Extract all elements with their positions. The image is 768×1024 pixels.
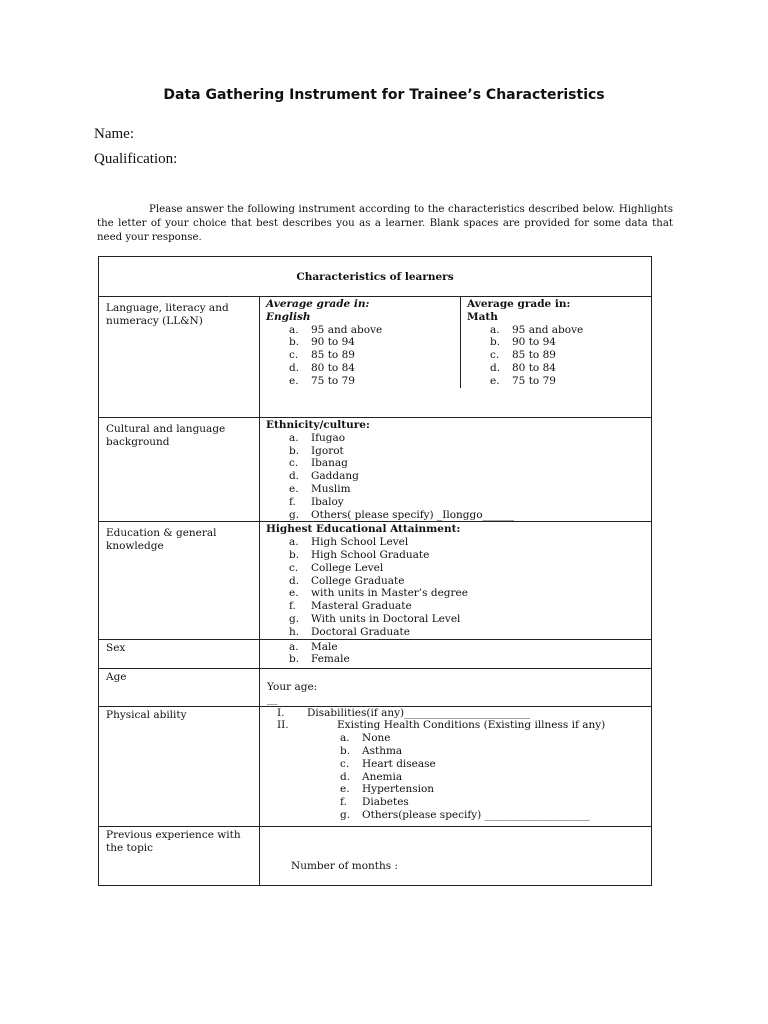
option-text: Gaddang xyxy=(311,470,359,483)
option-item[interactable] xyxy=(461,349,651,362)
option-letter: c. xyxy=(289,349,299,362)
option-item[interactable] xyxy=(340,771,651,784)
health-conditions-heading: Existing Health Conditions (Existing illness if any) xyxy=(337,719,606,732)
option-letter: d. xyxy=(340,770,351,783)
education-cell xyxy=(260,522,652,639)
option-item[interactable] xyxy=(260,562,651,575)
option-item[interactable] xyxy=(260,509,651,522)
health-condition-options xyxy=(260,732,651,822)
option-item[interactable] xyxy=(260,483,651,496)
english-grade-options xyxy=(260,324,460,388)
option-item[interactable] xyxy=(340,732,651,745)
option-letter: g. xyxy=(289,612,300,625)
document-title: Data Gathering Instrument for Trainee’s Characteristics xyxy=(163,87,605,103)
option-item[interactable] xyxy=(260,324,460,337)
option-letter: d. xyxy=(289,574,300,587)
math-grade-options xyxy=(461,324,651,388)
option-item[interactable] xyxy=(260,641,651,654)
option-item[interactable] xyxy=(260,457,651,470)
option-letter: g. xyxy=(340,808,351,821)
instructions-paragraph: Please answer the following instrument according to the characteristics described below. Highlights the letter of your choice that best describes you as a learner. Blank spaces are provided for some data that need your response. xyxy=(97,204,673,243)
sex-options xyxy=(260,641,651,667)
option-letter: h. xyxy=(289,625,300,638)
experience-label: Previous experience with the topic xyxy=(99,826,260,885)
option-text: College Graduate xyxy=(311,574,405,587)
option-letter: f. xyxy=(289,600,296,613)
option-letter: a. xyxy=(289,640,299,653)
option-item[interactable] xyxy=(260,445,651,458)
option-item[interactable] xyxy=(260,362,460,375)
characteristics-table xyxy=(98,256,652,886)
option-text: Muslim xyxy=(311,482,351,495)
option-letter: e. xyxy=(289,374,299,387)
sex-cell xyxy=(260,639,652,668)
education-options xyxy=(260,536,651,638)
ethnicity-options xyxy=(260,432,651,522)
option-letter: e. xyxy=(289,587,299,600)
education-heading: Highest Educational Attainment: xyxy=(266,523,461,536)
option-text: Asthma xyxy=(362,744,403,757)
option-text: 75 to 79 xyxy=(311,374,355,387)
english-subject: English xyxy=(266,310,311,323)
option-text: 80 to 84 xyxy=(512,361,556,374)
option-letter: d. xyxy=(289,361,300,374)
option-letter: b. xyxy=(289,444,300,457)
option-letter: b. xyxy=(289,653,300,666)
option-letter: e. xyxy=(340,783,350,796)
culture-cell xyxy=(260,418,652,522)
option-item[interactable] xyxy=(340,758,651,771)
option-item[interactable] xyxy=(260,375,460,388)
culture-label: Cultural and language background xyxy=(99,418,260,522)
option-text: Igorot xyxy=(311,444,344,457)
option-item[interactable] xyxy=(461,324,651,337)
option-letter: b. xyxy=(289,548,300,561)
months-prompt: Number of months : xyxy=(291,859,399,872)
option-text: College Level xyxy=(311,561,384,574)
physical-label: Physical ability xyxy=(99,706,260,826)
option-letter: e. xyxy=(289,482,299,495)
option-item[interactable] xyxy=(340,783,651,796)
age-blank: __ xyxy=(267,692,278,705)
option-text: None xyxy=(362,732,391,745)
option-text: Heart disease xyxy=(362,757,436,770)
option-item[interactable] xyxy=(260,432,651,445)
option-text: Masteral Graduate xyxy=(311,600,412,613)
option-item[interactable] xyxy=(340,796,651,809)
option-letter: b. xyxy=(289,336,300,349)
physical-item-2-number: II. xyxy=(277,719,289,732)
ethnicity-heading: Ethnicity/culture: xyxy=(266,419,370,431)
age-label: Age xyxy=(99,668,260,706)
option-item[interactable] xyxy=(260,587,651,600)
option-letter: a. xyxy=(289,536,299,549)
qualification-label: Qualification: xyxy=(94,151,178,167)
option-item[interactable] xyxy=(260,496,651,509)
option-text: Ibanag xyxy=(311,457,348,470)
llen-cell xyxy=(260,297,652,418)
option-text: Others(please specify) ____________________ xyxy=(362,808,590,821)
option-text: 75 to 79 xyxy=(512,374,556,387)
english-grade-column xyxy=(260,297,461,388)
experience-cell xyxy=(260,826,652,885)
option-letter: c. xyxy=(490,349,500,362)
option-item[interactable] xyxy=(340,745,651,758)
option-item[interactable] xyxy=(260,653,651,666)
option-text: 90 to 94 xyxy=(512,336,556,349)
option-text: Female xyxy=(311,653,350,666)
option-text: Others( please specify) _Ilonggo______ xyxy=(311,508,515,521)
option-text: Ifugao xyxy=(311,431,346,444)
option-text: High School Graduate xyxy=(311,548,430,561)
math-grade-column xyxy=(461,297,652,388)
option-text: Doctoral Graduate xyxy=(311,625,410,638)
option-letter: a. xyxy=(340,732,350,745)
option-text: 85 to 89 xyxy=(311,349,355,362)
math-subject: Math xyxy=(467,310,498,323)
option-letter: f. xyxy=(340,796,347,809)
option-letter: b. xyxy=(490,336,501,349)
option-text: High School Level xyxy=(311,536,409,549)
option-item[interactable] xyxy=(260,575,651,588)
option-item[interactable] xyxy=(260,349,460,362)
option-text: 80 to 84 xyxy=(311,361,355,374)
option-text: 85 to 89 xyxy=(512,349,556,362)
option-text: 95 and above xyxy=(512,323,584,336)
option-item[interactable] xyxy=(260,536,651,549)
sex-label: Sex xyxy=(99,639,260,668)
option-letter: d. xyxy=(490,361,501,374)
age-cell xyxy=(260,668,652,706)
option-letter: e. xyxy=(490,374,500,387)
option-letter: g. xyxy=(289,508,300,521)
option-text: With units in Doctoral Level xyxy=(311,612,461,625)
option-item[interactable] xyxy=(260,470,651,483)
option-text: with units in Master’s degree xyxy=(311,587,468,600)
education-label: Education & general knowledge xyxy=(99,522,260,639)
option-item[interactable] xyxy=(260,336,460,349)
option-item[interactable] xyxy=(461,362,651,375)
option-letter: c. xyxy=(289,561,299,574)
option-letter: c. xyxy=(289,457,299,470)
option-item[interactable] xyxy=(340,809,651,822)
table-header: Characteristics of learners xyxy=(99,257,652,297)
option-letter: c. xyxy=(340,757,350,770)
disabilities-field: Disabilities(if any)________________________ xyxy=(307,706,531,719)
option-letter: b. xyxy=(340,744,351,757)
option-letter: d. xyxy=(289,470,300,483)
option-text: Male xyxy=(311,640,338,653)
option-item[interactable] xyxy=(461,375,651,388)
name-label: Name: xyxy=(94,126,134,142)
option-text: Anemia xyxy=(362,770,403,783)
option-item[interactable] xyxy=(260,600,651,613)
option-item[interactable] xyxy=(461,336,651,349)
option-text: Hypertension xyxy=(362,783,435,796)
physical-cell xyxy=(260,706,652,826)
option-letter: a. xyxy=(490,323,500,336)
option-text: 95 and above xyxy=(311,323,383,336)
option-item[interactable] xyxy=(260,549,651,562)
option-item[interactable] xyxy=(260,626,651,639)
age-prompt: Your age: xyxy=(267,680,318,693)
option-item[interactable] xyxy=(260,613,651,626)
option-text: Diabetes xyxy=(362,796,409,809)
option-letter: a. xyxy=(289,323,299,336)
physical-item-1-number: I. xyxy=(277,706,285,719)
math-grade-heading: Average grade in: xyxy=(467,298,571,310)
english-grade-heading: Average grade in: xyxy=(266,298,370,310)
option-letter: f. xyxy=(289,495,296,508)
option-letter: a. xyxy=(289,431,299,444)
llen-label: Language, literacy and numeracy (LL&N) xyxy=(99,297,260,418)
option-text: Ibaloy xyxy=(311,495,344,508)
option-text: 90 to 94 xyxy=(311,336,355,349)
